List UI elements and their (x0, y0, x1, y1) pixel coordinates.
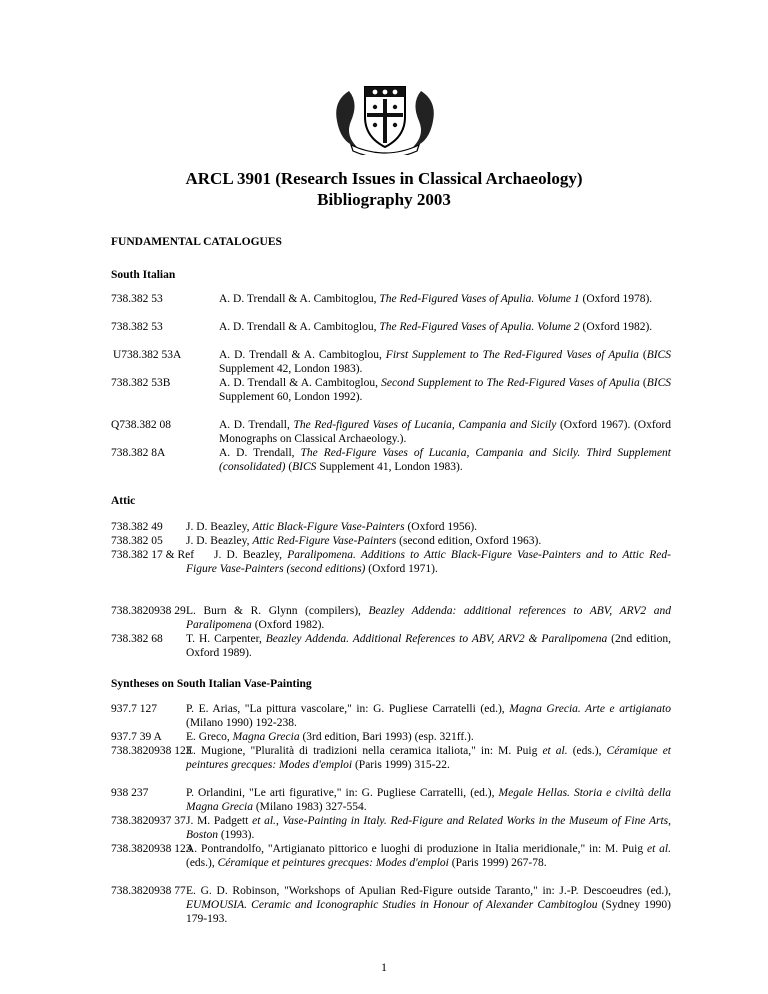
citation: J. D. Beazley, Attic Red-Figure Vase-Painters (second edition, Oxford 1963). (186, 535, 542, 547)
citation: A. D. Trendall, The Red-figured Vases of Lucania, Campania and Sicily (Oxford 1967). (Oxford Monographs on Classical Archaeology.). (219, 419, 672, 445)
subsection-heading-south-italian: South Italian (111, 269, 176, 281)
call-number: 738.382 8A (111, 447, 166, 459)
citation: A. D. Trendall & A. Cambitoglou, Second Supplement to The Red-Figured Vases of Apulia (BICS Supplement 60, London 1992). (219, 377, 671, 403)
citation: A. D. Trendall, The Red-Figure Vases of Lucania, Campania and Sicily. Third Supplement (consolidated) (BICS Supplement 41, London 1983). (219, 447, 672, 473)
subsection-heading-attic: Attic (111, 495, 136, 507)
call-number: 738.382 53 (111, 293, 163, 305)
citation: J. M. Padgett et al., Vase-Painting in Italy. Red-Figure and Related Works in the Museum of Fine Arts, Boston (1993). (186, 815, 671, 841)
call-number: 738.382 17 & Ref (111, 549, 195, 561)
call-number: 938 237 (111, 787, 149, 799)
subsection-heading-syntheses: Syntheses on South Italian Vase-Painting (111, 678, 312, 690)
call-number: 937.7 39 A (111, 731, 162, 743)
call-number: 738.3820938 77 (111, 885, 186, 897)
call-number: 738.382 68 (111, 633, 163, 645)
university-crest-icon (329, 81, 441, 155)
call-number: U738.382 53A (113, 349, 182, 361)
citation: T. H. Carpenter, Beazley Addenda. Additional References to ABV, ARV2 & Paralipomena (2nd edition, Oxford 1989). (186, 633, 671, 659)
call-number: 738.382 53 (111, 321, 163, 333)
call-number: 738.382 49 (111, 521, 163, 533)
citation: E. Greco, Magna Grecia (3rd edition, Bari 1993) (esp. 321ff.). (186, 731, 474, 743)
citation: E. G. D. Robinson, "Workshops of Apulian Red-Figure outside Taranto," in: J.-P. Descoeudres (ed.), EUMOUSIA. Ceramic and Iconographic Studies in Honour of Alexander Cambitoglou (Sydney 1990) 179-193. (186, 885, 671, 925)
citation: J. D. Beazley, Attic Black-Figure Vase-Painters (Oxford 1956). (186, 521, 478, 533)
citation: P. Orlandini, "Le arti figurative," in: G. Pugliese Carratelli, (ed.), Megale Hellas. Storia e civiltà della Magna Grecia (Milano 1983) 327-554. (186, 787, 671, 813)
document-subtitle: Bibliography 2003 (317, 190, 451, 209)
call-number: 738.3820938 123 (111, 843, 192, 855)
citation: L. Burn & R. Glynn (compilers), Beazley Addenda: additional references to ABV, ARV2 and Paralipomena (Oxford 1982). (186, 605, 671, 631)
citation: A. D. Trendall & A. Cambitoglou, The Red-Figured Vases of Apulia. Volume 1 (Oxford 1978). (219, 293, 653, 305)
call-number: 738.3820938 123 (111, 745, 192, 757)
call-number: 738.382 05 (111, 535, 163, 547)
citation: A. D. Trendall & A. Cambitoglou, First Supplement to The Red-Figured Vases of Apulia (BICS Supplement 42, London 1983). (219, 349, 671, 375)
citation: J. D. Beazley, Paralipomena. Additions to Attic Black-Figure Vase-Painters and to Attic Red-Figure Vase-Painters (second editions) (Oxford 1971). (186, 549, 671, 575)
call-number: 738.3820938 29 (111, 605, 186, 617)
call-number: 937.7 127 (111, 703, 157, 715)
citation: A. Pontrandolfo, "Artigianato pittorico e luoghi di produzione in Italia meridionale," in: M. Puig et al. (eds.), Céramique et peintures grecques: Modes d'emploi (Paris 1999) 267-78. (186, 843, 671, 869)
call-number: 738.382 53B (111, 377, 171, 389)
page-number: 1 (381, 960, 387, 974)
section-heading-fundamental: FUNDAMENTAL CATALOGUES (111, 236, 282, 248)
citation: P. E. Arias, "La pittura vascolare," in: G. Pugliese Carratelli (ed.), Magna Grecia. Arte e artigianato (Milano 1990) 192-238. (186, 703, 671, 729)
citation: A. D. Trendall & A. Cambitoglou, The Red-Figured Vases of Apulia. Volume 2 (Oxford 1982). (219, 321, 653, 333)
call-number: 738.3820937 37 (111, 815, 186, 827)
document-title: ARCL 3901 (Research Issues in Classical Archaeology) (185, 169, 583, 188)
call-number: Q738.382 08 (111, 419, 172, 431)
citation: E. Mugione, "Pluralità di tradizioni nella ceramica italiota," in: M. Puig et al. (eds.), Céramique et peintures grecques: Modes d'emploi (Paris 1999) 315-22. (186, 745, 672, 771)
